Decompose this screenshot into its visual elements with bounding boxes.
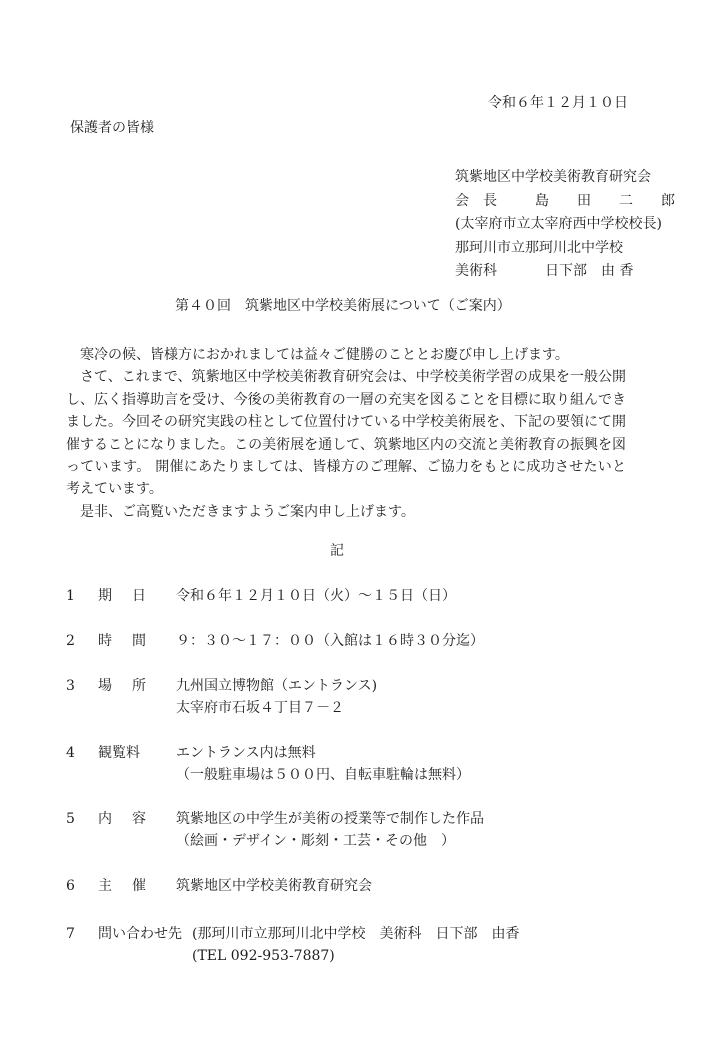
item-label: 問い合わせ先: [98, 926, 182, 942]
chair-name: 島 田 二 郎: [535, 192, 682, 209]
document-date: 令和６年１２月１０日: [488, 95, 628, 111]
sender-chair-row: [455, 190, 682, 214]
item-value: 令和６年１２月１０日（火）～１５日（日）: [176, 588, 456, 604]
item-number: 6: [66, 878, 75, 894]
item-label: 観覧料: [98, 745, 140, 761]
item-value: （一般駐車場は５００円、自転車駐輪は無料）: [176, 767, 470, 783]
dept-contact-name: 日下部 由 香: [545, 263, 634, 279]
item-label: 内容: [98, 811, 166, 827]
sender-school: 那珂川市立那珂川北中学校: [455, 239, 623, 256]
item-label: 場所: [98, 678, 166, 694]
chair-affiliation: (太宰府市立太宰府西中学校校長): [455, 216, 662, 232]
item-value: （絵画・デザイン・彫刻・工芸・その他 ）: [176, 833, 456, 849]
item-label: 主催: [98, 878, 166, 894]
sender-organization: 筑紫地区中学校美術教育研究会: [455, 169, 651, 185]
body-text: [66, 344, 626, 523]
contact-phone: (TEL 092-953-7887): [192, 948, 335, 964]
item-label: 期日: [98, 588, 166, 604]
item-number: 5: [66, 811, 75, 827]
item-value: (那珂川市立那珂川北中学校 美術科 日下部 由香: [192, 926, 520, 942]
body-paragraph: さて、これまで、筑紫地区中学校美術教育研究会は、中学校美術学習の成果を一般公開し、広く指導助言を受け、今後の美術教育の一層の充実を図ることを目標に取り組んできました。今回その研究実践の柱として位置付けている中学校美術展を、下記の要領にて開催することになりました。この美術展を通して、筑紫地区内の交流と美術教育の振興を図っています。 開催にあたりましては、皆様方のご理解、ご協力をもとに成功させたいと考えています。: [66, 369, 626, 498]
sender-block: [455, 166, 682, 284]
body-paragraph: 寒冷の候、皆様方におかれましては益々ご健勝のこととお慶び申し上げます。: [80, 347, 569, 363]
body-paragraph: 是非、ご高覧いただきますようご案内申し上げます。: [80, 503, 415, 520]
item-number: 3: [66, 678, 75, 694]
item-number: 4: [66, 745, 75, 761]
dept-label: 美術科: [455, 263, 497, 279]
recipient: 保護者の皆様: [70, 120, 154, 136]
item-value: ９：３０～１７：００（入館は１６時３０分迄）: [176, 633, 484, 649]
ki-heading: 記: [330, 543, 344, 559]
item-number: 2: [66, 633, 75, 649]
item-number: 1: [66, 588, 75, 604]
chair-label: 会 長: [455, 192, 497, 209]
item-value: 筑紫地区中学校美術教育研究会: [176, 878, 372, 894]
item-value: 九州国立博物館（エントランス): [176, 678, 378, 694]
item-value: エントランス内は無料: [176, 745, 316, 761]
document-title: 第４０回 筑紫地区中学校美術展について（ご案内）: [175, 298, 511, 314]
item-value: 太宰府市石坂４丁目７－２: [176, 700, 344, 716]
item-value: 筑紫地区の中学生が美術の授業等で制作した作品: [176, 811, 484, 827]
item-number: 7: [66, 926, 75, 942]
sender-dept-row: [455, 260, 682, 284]
item-label: 時間: [98, 633, 166, 649]
